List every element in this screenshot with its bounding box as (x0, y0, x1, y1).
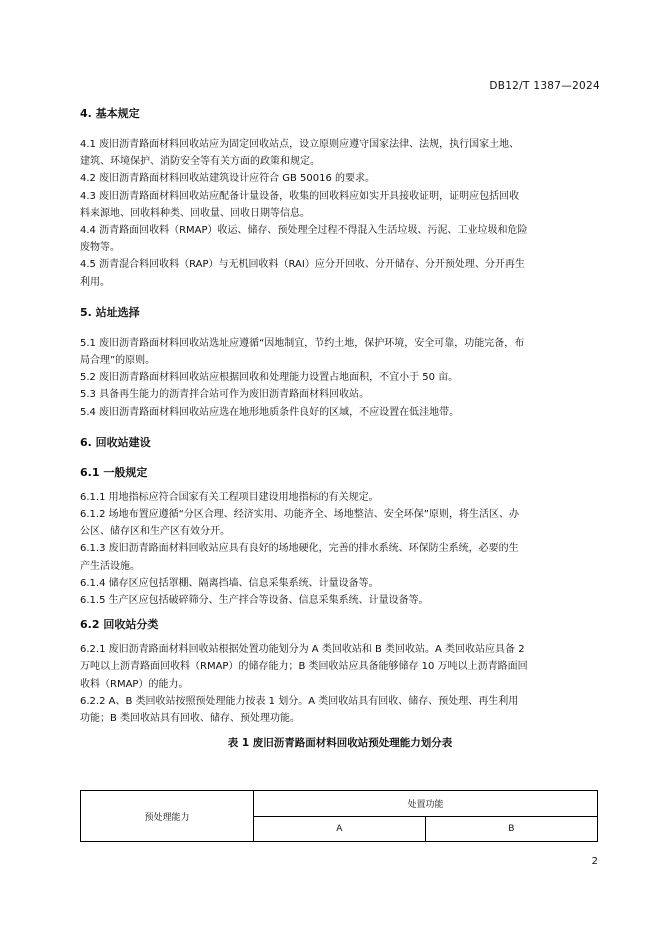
clause-5-1-line-1: 5.1 废旧沥青路面材料回收站选址应遵循“因地制宜，节约土地，保护环境，安全可靠，功能完备，布 (80, 337, 525, 349)
subsection-6-2-heading: 6.2 回收站分类 (80, 618, 159, 632)
clause-6-2-1-line-3: 收料（RMAP）的能力。 (80, 678, 189, 690)
table-col-a: A (254, 817, 426, 842)
table-1 (80, 790, 598, 842)
standard-code: DB12/T 1387—2024 (489, 80, 600, 92)
table-1-title: 表 1 废旧沥青路面材料回收站预处理能力划分表 (227, 737, 453, 750)
page-number: 2 (591, 856, 598, 867)
clause-6-1-4: 6.1.4 储存区应包括罩棚、隔离挡墙、信息采集系统、计量设备等。 (80, 577, 379, 589)
clause-6-2-1-line-1: 6.2.1 废旧沥青路面材料回收站根据处置功能划分为 A 类回收站和 B 类回收站。A 类回收站应具备 2 (80, 644, 525, 656)
clause-4-5-line-1: 4.5 沥青混合料回收料（RAP）与无机回收料（RAI）应分开回收、分开储存、分开预处理、分开再生 (80, 259, 525, 271)
clause-4-4-line-1: 4.4 沥青路面回收料（RMAP）收运、储存、预处理全过程不得混入生活垃圾、污泥、工业垃圾和危险 (80, 225, 528, 237)
section-4-heading: 4. 基本规定 (80, 107, 140, 120)
clause-6-1-1: 6.1.1 用地指标应符合国家有关工程项目建设用地指标的有关规定。 (80, 491, 379, 503)
document-body (80, 106, 600, 751)
clause-6-2-1-line-2: 万吨以上沥青路面回收料（RMAP）的储存能力；B 类回收站应具备能够储存 10 万吨以上沥青路面回 (80, 661, 528, 673)
clause-4-3-line-2: 料来源地、回收料种类、回收量、回收日期等信息。 (80, 207, 310, 219)
section-5-heading: 5. 站址选择 (80, 305, 140, 319)
clause-4-2: 4.2 废旧沥青路面材料回收站建筑设计应符合 GB 50016 的要求。 (80, 173, 376, 185)
table-row-header: 预处理能力 (81, 791, 254, 842)
clause-6-1-5: 6.1.5 生产区应包括破碎筛分、生产拌合等设备、信息采集系统、计量设备等。 (80, 595, 429, 607)
clause-6-1-3-line-1: 6.1.3 废旧沥青路面材料回收站应具有良好的场地硬化，完善的排水系统、环保防尘系统，必要的生 (80, 543, 519, 555)
clause-4-3-line-1: 4.3 废旧沥青路面材料回收站应配备计量设备，收集的回收料应如实开具接收证明，证明应包括回收 (80, 190, 520, 202)
clause-4-5-line-2: 利用。 (80, 276, 110, 288)
clause-5-4: 5.4 废旧沥青路面材料回收站应选在地形地质条件良好的区域，不应设置在低洼地带。 (80, 406, 460, 418)
table-group-header: 处置功能 (254, 791, 598, 817)
clause-5-2: 5.2 废旧沥青路面材料回收站应根据回收和处理能力设置占地面积，不宜小于 50 亩。 (80, 372, 459, 384)
clause-5-1-line-2: 局合理”的原则。 (80, 355, 156, 367)
clause-6-1-2-line-1: 6.1.2 场地布置应遵循“分区合理、经济实用、功能齐全、场地整洁、安全环保”原则，将生活区、办 (80, 509, 519, 521)
clause-6-2-2-line-1: 6.2.2 A、B 类回收站按照预处理能力按表 1 划分。A 类回收站具有回收、储存、预处理、再生利用 (80, 695, 519, 707)
clause-6-2-2-line-2: 功能；B 类回收站具有回收、储存、预处理功能。 (80, 713, 301, 725)
clause-4-1-line-2: 建筑、环境保护、消防安全等有关方面的政策和规定。 (80, 156, 320, 168)
clause-4-1-line-1: 4.1 废旧沥青路面材料回收站应为固定回收站点，设立原则应遵守国家法律、法规，执行国家土地、 (80, 139, 520, 150)
clause-6-1-2-line-2: 公区、储存区和生产区有效分开。 (80, 526, 230, 538)
clause-5-3: 5.3 具备再生能力的沥青拌合站可作为废旧沥青路面材料回收站。 (80, 389, 370, 401)
section-6-heading: 6. 回收站建设 (80, 435, 151, 449)
table-col-b: B (425, 817, 597, 842)
clause-6-1-3-line-2: 产生活设施。 (80, 560, 140, 572)
clause-4-4-line-2: 废物等。 (80, 242, 120, 254)
subsection-6-1-heading: 6.1 一般规定 (80, 465, 148, 479)
